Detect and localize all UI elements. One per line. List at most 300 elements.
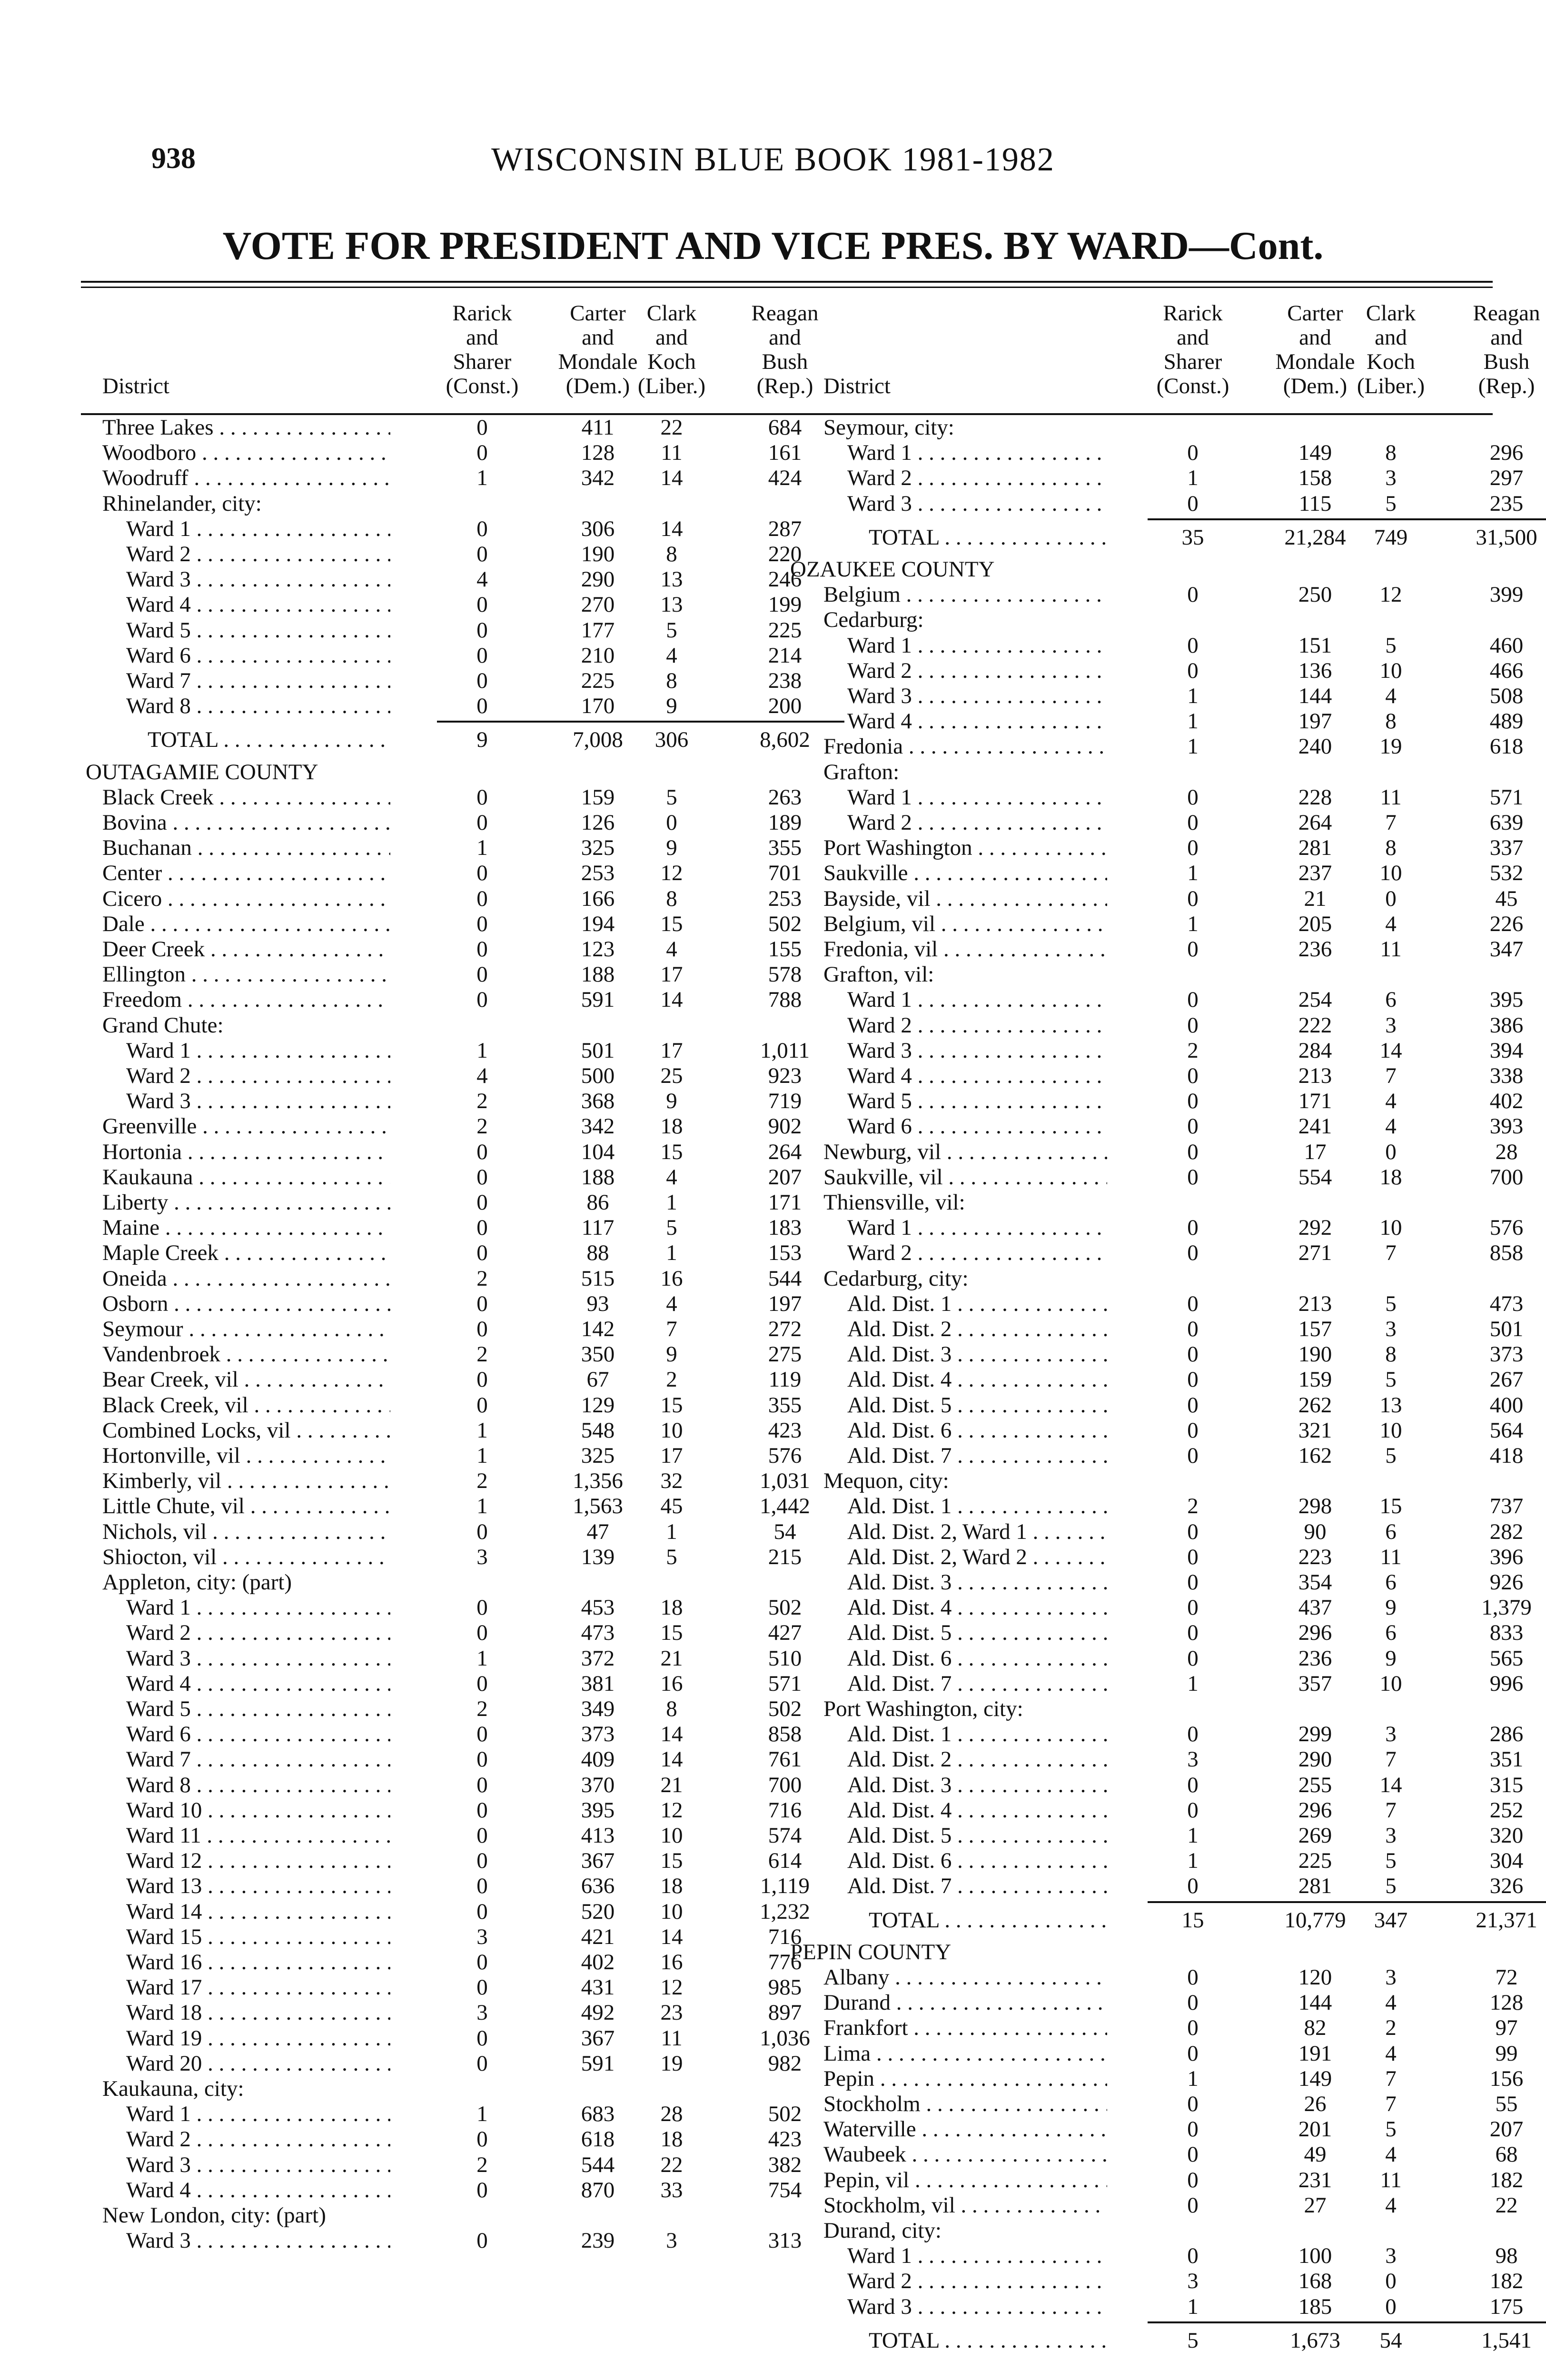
left-cell-carter: 453	[581, 1595, 615, 1620]
right-cell-clark: 0	[1385, 886, 1397, 911]
right-cell-clark: 5	[1385, 1291, 1397, 1316]
left-cell-carter: 306	[581, 516, 615, 541]
left-cell-carter: 88	[586, 1240, 609, 1266]
left-cell-rarick: 0	[476, 987, 488, 1012]
left-cell-reagan: 264	[768, 1139, 802, 1164]
left-cell-clark: 5	[666, 1544, 677, 1569]
left-cell-reagan: 700	[768, 1772, 802, 1797]
left-cell-reagan: 313	[768, 2228, 802, 2253]
right-cell-rarick: 3	[1187, 1747, 1199, 1772]
district-label: Ward 3 . . .	[847, 684, 1107, 708]
left-cell-clark: 9	[666, 1089, 677, 1114]
right-cell-clark: 4	[1385, 2192, 1397, 2218]
right-cell-carter: 321	[1298, 1418, 1332, 1443]
right-cell-clark: 10	[1379, 861, 1402, 886]
left-cell-rarick: 1	[476, 1038, 488, 1063]
left-cell-rarick: 3	[476, 1924, 488, 1949]
left-cell-clark: 15	[660, 911, 683, 936]
district-label: Ward 13 . . .	[126, 1874, 390, 1898]
left-cell-reagan: 576	[768, 1443, 802, 1468]
left-cell-rarick: 0	[476, 1139, 488, 1164]
district-label: Oneida . . .	[102, 1266, 390, 1291]
right-cell-carter: 191	[1298, 2041, 1332, 2066]
left-cell-reagan: 502	[768, 911, 802, 936]
left-cell-carter: 290	[581, 567, 615, 592]
district-label: Ward 6 . . .	[126, 1722, 390, 1746]
table-row	[0, 1342, 1546, 1367]
right-cell-reagan: 618	[1489, 734, 1524, 759]
right-cell-reagan: 373	[1489, 1342, 1524, 1367]
right-cell-reagan: 532	[1489, 861, 1524, 886]
right-cell-rarick: 1	[1187, 1848, 1199, 1874]
right-cell-clark: 19	[1379, 734, 1402, 759]
left-cell-clark: 7	[666, 1317, 677, 1341]
left-cell-carter: 683	[581, 2102, 615, 2127]
right-cell-reagan: 396	[1489, 1544, 1524, 1569]
right-cell-rarick: 0	[1187, 1620, 1199, 1646]
subgroup-heading	[0, 760, 1546, 784]
right-cell-rarick: 0	[1187, 1874, 1199, 1899]
table-row	[0, 1165, 1546, 1190]
district-label: Ward 3 . . .	[847, 2294, 1107, 2319]
left-cell-reagan: 761	[768, 1747, 802, 1772]
left-cell-rarick: 0	[476, 1722, 488, 1747]
left-cell-reagan: 1,232	[760, 1899, 810, 1924]
table-row	[0, 1519, 1546, 1544]
left-cell-clark: 8	[666, 886, 677, 911]
right-cell-reagan: 576	[1489, 1215, 1524, 1240]
right-cell-rarick: 0	[1187, 1722, 1199, 1747]
district-label: Ward 6 . . .	[126, 643, 390, 668]
right-cell-rarick: 0	[1187, 2142, 1199, 2167]
district-label: Kimberly, vil . . .	[102, 1468, 390, 1493]
table-row	[0, 1823, 1546, 1848]
right-cell-carter: 241	[1298, 1114, 1332, 1139]
left-cell-rarick: 0	[476, 1291, 488, 1316]
right-cell-clark: 4	[1385, 1990, 1397, 2015]
district-label: Ward 7 . . .	[126, 668, 390, 693]
district-label: Ward 3 . . .	[126, 2152, 390, 2177]
right-cell-rarick: 1	[1187, 709, 1199, 734]
left-cell-rarick: 2	[476, 1266, 488, 1291]
right-cell-clark: 5	[1385, 1874, 1397, 1899]
left-cell-carter: 159	[581, 784, 615, 810]
left-cell-rarick: 2	[476, 1696, 488, 1721]
right-cell-clark: 749	[1374, 525, 1408, 550]
right-cell-carter: 136	[1298, 658, 1332, 683]
district-label: Ald. Dist. 7 . . .	[847, 1671, 1107, 1696]
left-cell-rarick: 0	[476, 592, 488, 617]
district-label: Ald. Dist. 5 . . .	[847, 1620, 1107, 1645]
district-label: Ward 11 . . .	[126, 1823, 390, 1848]
district-label: Bear Creek, vil . . .	[102, 1367, 390, 1392]
right-cell-carter: 284	[1298, 1038, 1332, 1063]
right-header-clark-line-3: Koch	[1367, 349, 1415, 374]
left-cell-reagan: 614	[768, 1848, 802, 1874]
left-cell-reagan: 923	[768, 1063, 802, 1088]
left-cell-reagan: 423	[768, 2127, 802, 2152]
left-cell-carter: 368	[581, 1089, 615, 1114]
left-cell-clark: 16	[660, 1950, 683, 1974]
left-cell-carter: 381	[581, 1671, 615, 1696]
district-label: Black Creek, vil . . .	[102, 1393, 390, 1418]
district-label: Saukville, vil . . .	[823, 1165, 1107, 1190]
left-cell-reagan: 1,011	[760, 1038, 810, 1063]
district-label: Seymour, city:	[823, 415, 954, 440]
right-header-reagan-line-2: and	[1490, 325, 1523, 350]
left-cell-rarick: 0	[476, 1874, 488, 1899]
right-header-district: District	[823, 374, 891, 398]
right-cell-reagan: 72	[1495, 1965, 1518, 1990]
right-cell-rarick: 5	[1187, 2328, 1199, 2353]
right-cell-rarick: 35	[1181, 525, 1204, 550]
district-label: Ward 1 . . .	[126, 1595, 390, 1620]
left-cell-rarick: 0	[476, 2228, 488, 2253]
left-cell-carter: 129	[581, 1392, 615, 1418]
left-cell-clark: 11	[661, 440, 683, 466]
left-cell-rarick: 0	[476, 2127, 488, 2152]
district-label: Ald. Dist. 5 . . .	[847, 1393, 1107, 1418]
table-row	[0, 1317, 1546, 1341]
table-row	[0, 2041, 1546, 2066]
right-cell-reagan: 395	[1489, 987, 1524, 1012]
district-label: TOTAL . . .	[148, 727, 390, 752]
right-cell-rarick: 0	[1187, 2167, 1199, 2192]
right-cell-rarick: 0	[1187, 658, 1199, 683]
right-cell-carter: 82	[1304, 2015, 1327, 2041]
left-cell-clark: 5	[666, 1215, 677, 1240]
left-cell-reagan: 424	[768, 466, 802, 491]
right-cell-rarick: 0	[1187, 810, 1199, 835]
right-cell-rarick: 0	[1187, 1012, 1199, 1038]
running-head: WISCONSIN BLUE BOOK 1981-1982	[491, 141, 1055, 178]
right-cell-rarick: 0	[1187, 1317, 1199, 1341]
district-label: Ward 4 . . .	[847, 1063, 1107, 1088]
right-cell-rarick: 0	[1187, 2041, 1199, 2066]
left-cell-clark: 22	[660, 415, 683, 440]
left-cell-rarick: 0	[476, 937, 488, 962]
left-cell-reagan: 502	[768, 1696, 802, 1721]
table-row	[0, 2142, 1546, 2167]
table-row	[0, 835, 1546, 860]
table-row	[0, 684, 1546, 708]
district-label: Kaukauna . . .	[102, 1165, 390, 1190]
district-label: Ald. Dist. 3 . . .	[847, 1570, 1107, 1595]
left-cell-clark: 0	[666, 810, 677, 835]
left-cell-reagan: 153	[768, 1240, 802, 1266]
right-cell-reagan: 98	[1495, 2243, 1518, 2269]
right-cell-reagan: 99	[1495, 2041, 1518, 2066]
right-cell-carter: 292	[1298, 1215, 1332, 1240]
right-cell-rarick: 0	[1187, 987, 1199, 1012]
district-label: Grand Chute:	[102, 1012, 224, 1038]
district-label: Waterville . . .	[823, 2117, 1107, 2142]
right-cell-carter: 299	[1298, 1722, 1332, 1747]
right-cell-reagan: 402	[1489, 1089, 1524, 1114]
left-cell-rarick: 0	[476, 911, 488, 936]
district-label: Ward 6 . . .	[847, 1114, 1107, 1139]
right-cell-carter: 115	[1298, 491, 1332, 516]
right-cell-clark: 3	[1385, 466, 1397, 491]
left-cell-clark: 14	[660, 1924, 683, 1949]
right-cell-reagan: 55	[1495, 2092, 1518, 2116]
left-cell-reagan: 684	[768, 415, 802, 440]
district-label: Ald. Dist. 1 . . .	[847, 1722, 1107, 1746]
left-cell-clark: 18	[660, 2127, 683, 2152]
district-label: Bayside, vil . . .	[823, 886, 1107, 911]
right-cell-carter: 225	[1298, 1848, 1332, 1874]
left-cell-rarick: 0	[476, 1772, 488, 1797]
right-header-carter-line-2: and	[1299, 325, 1331, 350]
left-cell-rarick: 0	[476, 516, 488, 541]
right-cell-rarick: 1	[1187, 911, 1199, 936]
left-cell-clark: 25	[660, 1063, 683, 1088]
right-cell-rarick: 0	[1187, 2243, 1199, 2269]
district-label: Ward 8 . . .	[126, 694, 390, 718]
left-cell-clark: 11	[661, 2025, 683, 2051]
left-cell-clark: 8	[666, 542, 677, 566]
table-row	[0, 1620, 1546, 1645]
right-cell-reagan: 97	[1495, 2015, 1518, 2041]
left-cell-rarick: 0	[476, 1367, 488, 1392]
right-cell-rarick: 1	[1187, 1823, 1199, 1848]
left-cell-carter: 225	[581, 668, 615, 693]
table-row	[0, 912, 1546, 936]
left-cell-clark: 21	[660, 1646, 683, 1671]
left-cell-rarick: 0	[476, 668, 488, 693]
left-cell-rarick: 0	[476, 1317, 488, 1341]
left-cell-rarick: 1	[476, 1443, 488, 1468]
left-cell-carter: 1,356	[573, 1468, 623, 1494]
left-cell-carter: 473	[581, 1620, 615, 1646]
right-cell-carter: 222	[1298, 1012, 1332, 1038]
right-cell-clark: 3	[1385, 1012, 1397, 1038]
left-cell-rarick: 0	[476, 2051, 488, 2076]
left-cell-carter: 210	[581, 643, 615, 668]
district-label: Freedom . . .	[102, 987, 390, 1012]
left-cell-reagan: 225	[768, 617, 802, 643]
left-cell-clark: 3	[666, 2228, 677, 2253]
subgroup-heading	[0, 962, 1546, 987]
district-label: OZAUKEE COUNTY	[790, 557, 995, 582]
right-cell-reagan: 639	[1489, 810, 1524, 835]
left-cell-reagan: 200	[768, 694, 802, 719]
right-cell-carter: 264	[1298, 810, 1332, 835]
right-cell-rarick: 0	[1187, 1443, 1199, 1468]
left-cell-carter: 104	[581, 1139, 615, 1164]
right-cell-clark: 12	[1379, 582, 1402, 607]
district-label: Ward 1 . . .	[847, 1215, 1107, 1240]
district-label: Ward 3 . . .	[126, 2228, 390, 2253]
left-cell-carter: 188	[581, 962, 615, 987]
right-header-carter-line-1: Carter	[1287, 301, 1343, 326]
right-cell-rarick: 0	[1187, 1063, 1199, 1088]
right-cell-rarick: 0	[1187, 1240, 1199, 1266]
table-row	[0, 1965, 1546, 1990]
district-label: Durand, city:	[823, 2218, 941, 2243]
right-cell-reagan: 21,371	[1476, 1907, 1537, 1933]
left-cell-carter: 544	[581, 2152, 615, 2177]
right-cell-rarick: 1	[1187, 684, 1199, 708]
right-cell-carter: 197	[1298, 709, 1332, 734]
table-row	[0, 1545, 1546, 1569]
district-label: Ward 2 . . .	[847, 2269, 1107, 2293]
right-cell-rarick: 2	[1187, 1038, 1199, 1063]
district-label: Ward 20 . . .	[126, 2051, 390, 2076]
district-label: Rhinelander, city:	[102, 491, 262, 516]
right-cell-reagan: 996	[1489, 1671, 1524, 1696]
right-cell-clark: 10	[1379, 1215, 1402, 1240]
district-label: Woodruff . . .	[102, 466, 390, 490]
left-cell-carter: 548	[581, 1418, 615, 1443]
left-cell-clark: 19	[660, 2051, 683, 2076]
left-cell-rarick: 0	[476, 886, 488, 911]
right-header-reagan-line-4: (Rep.)	[1478, 374, 1535, 398]
right-cell-rarick: 0	[1187, 937, 1199, 962]
district-label: PEPIN COUNTY	[790, 1939, 951, 1964]
district-label: Fredonia . . .	[823, 734, 1107, 759]
district-label: Seymour . . .	[102, 1317, 390, 1341]
left-cell-reagan: 427	[768, 1620, 802, 1646]
left-header-rarick-line-2: and	[466, 325, 498, 350]
left-cell-clark: 13	[660, 592, 683, 617]
right-cell-rarick: 0	[1187, 1367, 1199, 1392]
district-label: Ward 17 . . .	[126, 1975, 390, 2000]
right-cell-carter: 296	[1298, 1797, 1332, 1823]
right-header-reagan-line-1: Reagan	[1473, 301, 1540, 326]
right-cell-reagan: 297	[1489, 466, 1524, 491]
left-cell-carter: 253	[581, 861, 615, 886]
left-cell-clark: 4	[666, 937, 677, 962]
left-cell-reagan: 423	[768, 1418, 802, 1443]
table-row	[0, 2015, 1546, 2040]
total-row	[0, 2328, 1546, 2353]
district-label: Ald. Dist. 2 . . .	[847, 1747, 1107, 1772]
table-row	[0, 491, 1546, 516]
right-cell-carter: 357	[1298, 1671, 1332, 1696]
left-cell-rarick: 1	[476, 1418, 488, 1443]
total-row	[0, 1908, 1546, 1933]
district-label: Waubeek . . .	[823, 2142, 1107, 2167]
table-row	[0, 1595, 1546, 1620]
left-cell-clark: 14	[660, 466, 683, 491]
right-total-rule	[1148, 2321, 1546, 2323]
district-label: Bovina . . .	[102, 810, 390, 835]
district-label: Ward 5 . . .	[847, 1089, 1107, 1113]
left-cell-reagan: 220	[768, 542, 802, 566]
left-cell-rarick: 0	[476, 1595, 488, 1620]
left-cell-carter: 591	[581, 2051, 615, 2076]
left-cell-reagan: 272	[768, 1317, 802, 1341]
left-cell-clark: 15	[660, 1620, 683, 1646]
left-cell-reagan: 246	[768, 567, 802, 592]
district-label: Ald. Dist. 4 . . .	[847, 1798, 1107, 1823]
subgroup-heading	[0, 1266, 1546, 1291]
district-label: Deer Creek . . .	[102, 937, 390, 962]
right-cell-clark: 4	[1385, 911, 1397, 936]
left-cell-carter: 370	[581, 1772, 615, 1797]
right-cell-reagan: 207	[1489, 2117, 1524, 2142]
left-cell-carter: 373	[581, 1722, 615, 1747]
right-cell-reagan: 156	[1489, 2066, 1524, 2091]
right-cell-clark: 13	[1379, 1392, 1402, 1418]
table-row	[0, 2243, 1546, 2268]
table-row	[0, 1570, 1546, 1595]
right-total-rule	[1148, 518, 1546, 520]
right-cell-clark: 8	[1385, 1342, 1397, 1367]
district-label: Woodboro . . .	[102, 440, 390, 465]
right-cell-carter: 236	[1298, 937, 1332, 962]
right-cell-clark: 14	[1379, 1038, 1402, 1063]
table-row	[0, 1038, 1546, 1063]
right-header-rarick-line-2: and	[1177, 325, 1209, 350]
right-cell-rarick: 0	[1187, 1797, 1199, 1823]
right-cell-carter: 26	[1304, 2092, 1327, 2116]
right-cell-reagan: 235	[1489, 491, 1524, 516]
right-cell-rarick: 15	[1181, 1907, 1204, 1933]
left-cell-clark: 9	[666, 694, 677, 719]
right-cell-carter: 281	[1298, 835, 1332, 861]
left-cell-clark: 15	[660, 1392, 683, 1418]
table-row	[0, 2294, 1546, 2319]
district-label: Ward 2 . . .	[847, 1240, 1107, 1265]
table-row	[0, 582, 1546, 607]
left-cell-reagan: 161	[768, 440, 802, 466]
table-row	[0, 1063, 1546, 1088]
table-row	[0, 1443, 1546, 1468]
right-cell-reagan: 182	[1489, 2269, 1524, 2294]
left-cell-carter: 177	[581, 617, 615, 643]
left-cell-carter: 431	[581, 1975, 615, 2000]
right-cell-rarick: 0	[1187, 1544, 1199, 1569]
right-cell-clark: 3	[1385, 1823, 1397, 1848]
right-cell-rarick: 0	[1187, 1570, 1199, 1595]
table-row	[0, 2168, 1546, 2192]
table-row	[0, 861, 1546, 885]
district-label: Maine . . .	[102, 1215, 390, 1240]
right-cell-reagan: 418	[1489, 1443, 1524, 1468]
table-row	[0, 1671, 1546, 1696]
left-header-carter-line-3: Mondale	[558, 349, 638, 374]
left-cell-rarick: 0	[476, 1620, 488, 1646]
district-label: Cicero . . .	[102, 886, 390, 911]
right-cell-clark: 3	[1385, 2243, 1397, 2269]
left-header-district: District	[102, 374, 169, 398]
left-cell-clark: 5	[666, 784, 677, 810]
right-cell-carter: 185	[1298, 2294, 1332, 2319]
table-row	[0, 1798, 1546, 1823]
left-header-clark-line-4: (Liber.)	[637, 374, 706, 398]
right-header-carter-line-3: Mondale	[1275, 349, 1355, 374]
right-cell-clark: 8	[1385, 709, 1397, 734]
right-cell-clark: 5	[1385, 1443, 1397, 1468]
right-cell-clark: 7	[1385, 810, 1397, 835]
left-cell-carter: 325	[581, 1443, 615, 1468]
left-cell-rarick: 0	[476, 415, 488, 440]
left-cell-carter: 402	[581, 1950, 615, 1974]
left-cell-reagan: 355	[768, 835, 802, 861]
right-cell-clark: 10	[1379, 1671, 1402, 1696]
subgroup-heading	[0, 1190, 1546, 1215]
district-label: Ald. Dist. 4 . . .	[847, 1367, 1107, 1392]
left-cell-reagan: 985	[768, 1975, 802, 2000]
right-cell-carter: 255	[1298, 1772, 1332, 1797]
right-cell-reagan: 565	[1489, 1646, 1524, 1671]
subgroup-heading	[0, 1468, 1546, 1493]
left-header-rarick-line-1: Rarick	[452, 301, 512, 326]
right-cell-reagan: 833	[1489, 1620, 1524, 1646]
left-cell-clark: 8	[666, 1696, 677, 1721]
